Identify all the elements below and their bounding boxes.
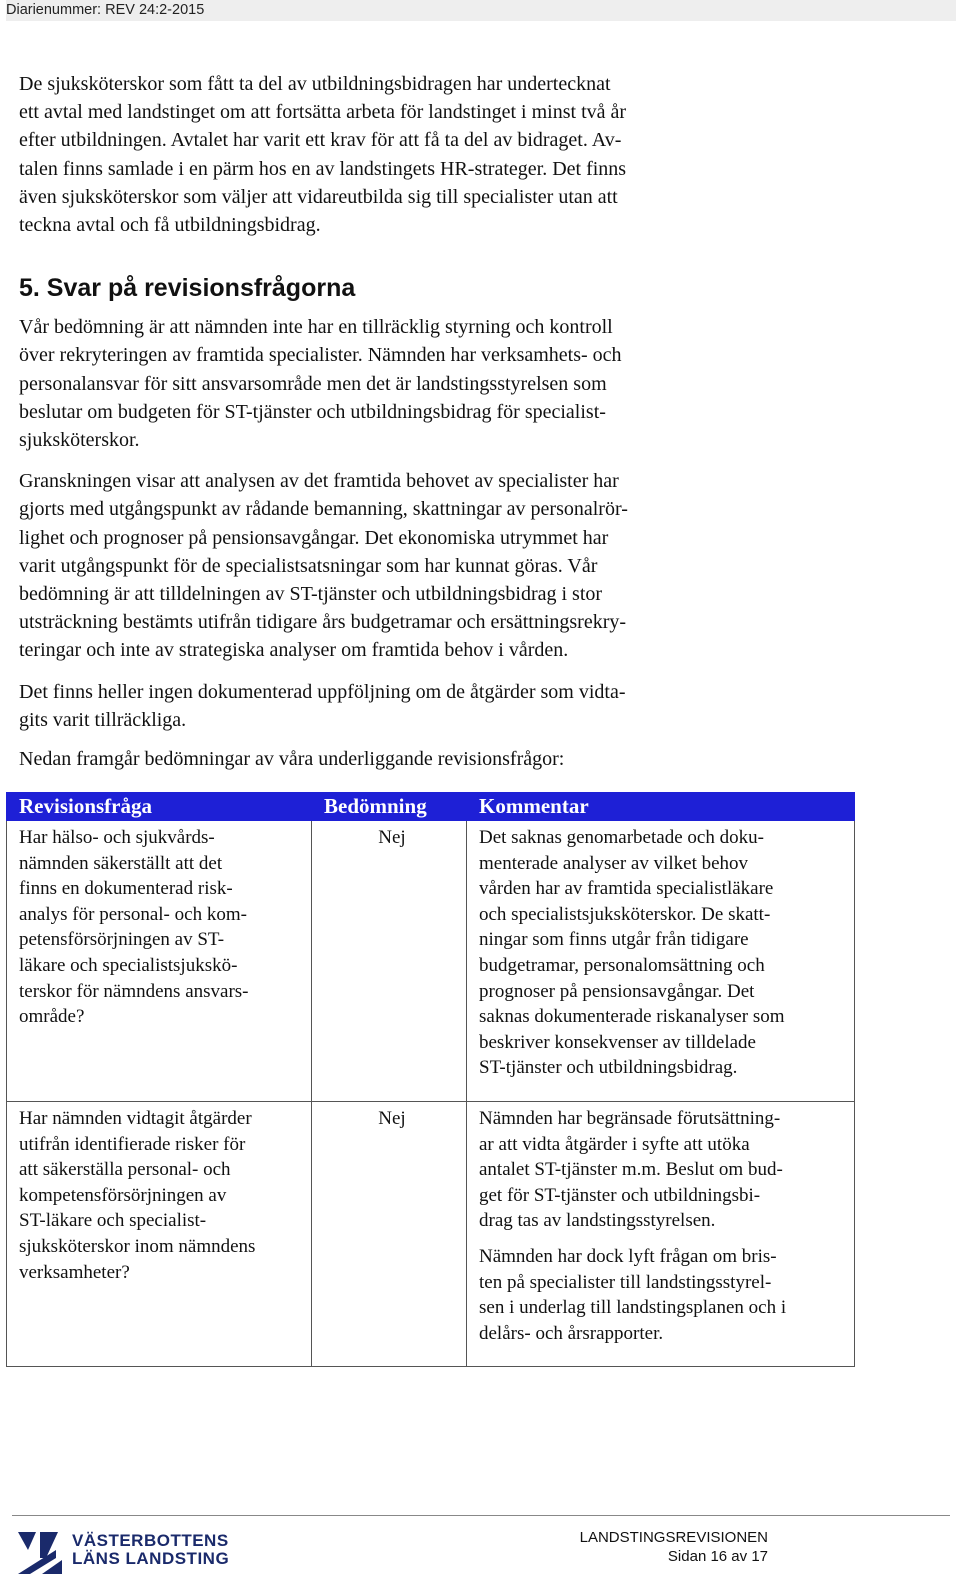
text-line: beskriver konsekvenser av tilldelade — [479, 1031, 756, 1053]
text-line: Har nämnden vidtagit åtgärder — [19, 1107, 252, 1129]
text-line: gjorts med utgångspunkt av rådande bemanning, skattningar av personalrör- — [19, 498, 628, 521]
section-heading: 5. Svar på revisionsfrågorna — [19, 274, 356, 303]
text-line: analys för personal- och kom- — [19, 903, 247, 925]
text-line: vården har av framtida specialistläkare — [479, 878, 774, 900]
text-line: Vår bedömning är att nämnden inte har en tillräcklig styrning och kontroll — [19, 316, 613, 339]
comment-paragraph — [479, 1244, 848, 1346]
text-line: och specialistsjuksköterskor. De skatt- — [479, 903, 771, 925]
table-intro-paragraph: Nedan framgår bedömningar av våra underliggande revisionsfrågor: — [19, 748, 565, 771]
text-line: över rekryteringen av framtida specialister. Nämnden har verksamhets- och — [19, 344, 622, 367]
text-line: sen i underlag till landstingsplanen och i — [479, 1297, 787, 1319]
text-line: bedömning är att tilldelningen av ST-tjänster och utbildningsbidrag i stor — [19, 583, 603, 606]
text-line: område? — [19, 1006, 85, 1028]
text-line: saknas dokumenterade riskanalyser som — [479, 1006, 785, 1028]
table-row — [7, 821, 855, 1102]
comment-cell — [467, 821, 855, 1102]
text-line: utsträckning bestämts utifrån tidigare års budgetramar och ersättningsrekry- — [19, 611, 627, 634]
footer-info — [580, 1528, 768, 1566]
text-line: terskor för nämndens ansvars- — [19, 980, 249, 1002]
text-line: antalet ST-tjänster m.m. Beslut om bud- — [479, 1159, 783, 1181]
text-line: Nämnden har begränsade förutsättning- — [479, 1107, 781, 1129]
text-line: verksamheter? — [19, 1261, 130, 1283]
assessment-cell: Nej — [312, 1101, 467, 1366]
text-line: menterade analyser av vilket behov — [479, 852, 749, 874]
revision-questions-table — [6, 792, 855, 1367]
header-kommentar: Kommentar — [467, 793, 855, 821]
text-line: även sjuksköterskor som väljer att vidareutbilda sig till specialister utan att — [19, 185, 618, 208]
text-line: budgetramar, personalomsättning och — [479, 954, 765, 976]
text-line: talen finns samlade i en pärm hos en av landstingets HR-strateger. Det finns — [19, 157, 627, 180]
comment-paragraph — [479, 825, 848, 1081]
text-line: teckna avtal och få utbildningsbidrag. — [19, 214, 321, 237]
text-line: Det saknas genomarbetade och doku- — [479, 827, 764, 848]
text-line: teringar och inte av strategiska analyser om framtida behov i vården. — [19, 639, 569, 662]
text-line: utifrån identifierade risker för — [19, 1133, 246, 1155]
intro-paragraph — [19, 70, 799, 239]
text-line: ST-tjänster och utbildningsbidrag. — [479, 1057, 738, 1079]
logo-wordmark: VÄSTERBOTTENS LÄNS LANDSTING — [72, 1531, 230, 1568]
text-line: efter utbildningen. Avtalet har varit ett krav för att få ta del av bidraget. Av- — [19, 129, 622, 152]
text-line: gits varit tillräckliga. — [19, 708, 187, 731]
text-line: petensförsörjningen av ST- — [19, 929, 225, 951]
assessment-cell: Nej — [312, 821, 467, 1102]
footer-divider — [12, 1515, 950, 1516]
text-line: varit utgångspunkt för de specialistsatsningar som har kunnat göras. Vår — [19, 554, 598, 577]
question-cell — [7, 821, 312, 1102]
text-line: De sjuksköterskor som fått ta del av utbildningsbidragen har undertecknat — [19, 73, 611, 95]
footer-org: LANDSTINGSREVISIONEN — [579, 1529, 768, 1546]
table-header-row — [7, 793, 855, 821]
comment-cell — [467, 1101, 855, 1366]
text-line: Granskningen visar att analysen av det framtida behovet av specialister har — [19, 470, 619, 493]
text-line: sjuksköterskor. — [19, 429, 140, 452]
document-body — [19, 70, 799, 773]
analysis-paragraph — [19, 467, 799, 664]
text-line: finns en dokumenterad risk- — [19, 878, 233, 900]
comment-paragraph — [479, 1106, 848, 1234]
question-cell — [7, 1101, 312, 1366]
text-line: kompetensförsörjningen av — [19, 1184, 227, 1206]
text-line: ett avtal med landstinget om att fortsätta arbeta för landstinget i minst två år — [19, 101, 627, 124]
text-line: prognoser på pensionsavgångar. Det — [479, 980, 755, 1002]
text-line: ar att vidta åtgärder i syfte att utöka — [479, 1133, 750, 1155]
page-number: Sidan 16 av 17 — [667, 1548, 768, 1565]
text-line: Det finns heller ingen dokumenterad uppföljning om de åtgärder som vidta- — [19, 680, 626, 703]
text-line: personalansvar för sitt ansvarsområde men det är landstingsstyrelsen som — [19, 372, 607, 395]
text-line: Nämnden har dock lyft frågan om bris- — [479, 1245, 777, 1267]
assessment-paragraph — [19, 313, 799, 454]
text-line: läkare och specialistsjukskö- — [19, 954, 238, 976]
text-line: att säkerställa personal- och — [19, 1159, 231, 1181]
header-revisionsfraga: Revisionsfråga — [7, 793, 312, 821]
text-line: lighet och prognoser på pensionsavgångar. Det ekonomiska utrymmet har — [19, 526, 609, 549]
text-line: ningar som finns utgår från tidigare — [479, 929, 749, 951]
text-line: nämnden säkerställt att det — [19, 852, 223, 874]
text-line: ST-läkare och specialist- — [19, 1210, 207, 1232]
text-line: Har hälso- och sjukvårds- — [19, 827, 215, 848]
diarienummer-header: Diarienummer: REV 24:2-2015 — [6, 0, 956, 21]
followup-paragraph — [19, 678, 799, 734]
text-line: beslutar om budgeten för ST-tjänster och utbildningsbidrag för specialist- — [19, 400, 606, 423]
text-line: get för ST-tjänster och utbildningsbi- — [479, 1184, 761, 1206]
table-row — [7, 1101, 855, 1366]
header-bedomning: Bedömning — [312, 793, 467, 821]
text-line: delårs- och årsrapporter. — [479, 1322, 664, 1344]
text-line: sjuksköterskor inom nämndens — [19, 1235, 256, 1257]
text-line: ten på specialister till landstingsstyrel- — [479, 1271, 772, 1293]
text-line: drag tas av landstingsstyrelsen. — [479, 1210, 716, 1232]
